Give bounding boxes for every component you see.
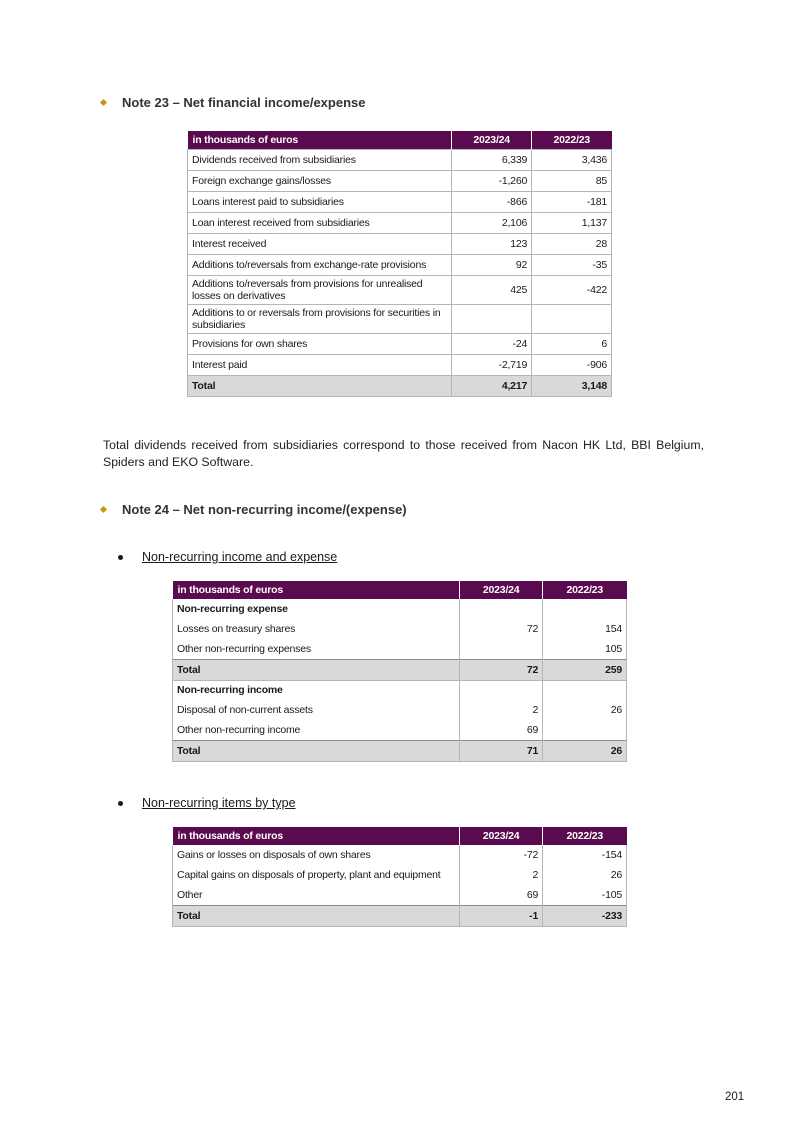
row-label: Loans interest paid to subsidiaries [188,192,452,213]
column-header-2023-24: 2023/24 [460,581,543,599]
non-recurring-items-by-type-table [172,827,627,927]
row-label: Interest received [188,234,452,255]
table-row [188,234,612,255]
non-recurring-income-expense-table [172,581,627,762]
table-row [173,639,627,659]
total-value-2023-24: 4,217 [452,376,532,397]
row-value-2022-23: 3,436 [532,150,612,171]
row-label: Dividends received from subsidiaries [188,150,452,171]
total-label: Total [173,905,460,926]
total-value-2023-24: 71 [460,740,543,761]
empty-cell [460,680,543,700]
row-value-2022-23: -105 [543,885,627,905]
table-row [188,150,612,171]
note-23-heading [100,95,365,110]
total-row [188,376,612,397]
row-label: Capital gains on disposals of property, plant and equipment [173,865,460,885]
column-header-label: in thousands of euros [173,581,460,599]
empty-cell [460,599,543,619]
row-label: Additions to/reversals from provisions for unrealised losses on derivatives [188,276,452,305]
diamond-bullet-icon [100,506,107,513]
row-value-2023-24: -1,260 [452,171,532,192]
row-value-2023-24: 69 [460,720,543,740]
row-value-2022-23: 26 [543,865,627,885]
empty-cell [543,599,627,619]
row-value-2023-24: 72 [460,619,543,639]
table-row [173,700,627,720]
total-label: Total [173,659,460,680]
row-value-2023-24: 123 [452,234,532,255]
table-row [188,213,612,234]
row-value-2023-24: 92 [452,255,532,276]
row-value-2023-24: -72 [460,845,543,865]
table-row [188,255,612,276]
note-24-heading [100,502,407,517]
row-value-2023-24: 2,106 [452,213,532,234]
column-header-2022-23: 2022/23 [543,581,627,599]
row-value-2022-23: 28 [532,234,612,255]
table-row [188,334,612,355]
section-row-income [173,680,627,700]
note-23-title: Note 23 – Net financial income/expense [122,95,366,110]
empty-cell [543,680,627,700]
row-label: Additions to or reversals from provisions for securities in subsidiaries [188,305,452,334]
table-row [188,192,612,213]
table-row [188,276,612,305]
row-value-2022-23: 1,137 [532,213,612,234]
row-value-2023-24: -24 [452,334,532,355]
total-value-2023-24: -1 [460,905,543,926]
column-header-2023-24: 2023/24 [452,131,532,150]
row-value-2023-24: 2 [460,865,543,885]
row-value-2023-24 [452,305,532,334]
row-label: Additions to/reversals from exchange-rate provisions [188,255,452,276]
row-value-2022-23: -154 [543,845,627,865]
table-row [173,845,627,865]
row-value-2022-23: -906 [532,355,612,376]
section-label: Non-recurring income [173,680,460,700]
subsection-title: Non-recurring income and expense [142,550,338,564]
table-row [173,720,627,740]
row-label: Gains or losses on disposals of own shares [173,845,460,865]
column-header-label: in thousands of euros [188,131,452,150]
row-value-2022-23: -181 [532,192,612,213]
row-value-2023-24: -2,719 [452,355,532,376]
bullet-dot-icon [118,801,123,806]
row-value-2022-23: -35 [532,255,612,276]
row-value-2023-24: -866 [452,192,532,213]
row-label: Other non-recurring expenses [173,639,460,659]
bullet-dot-icon [118,555,123,560]
row-value-2022-23 [532,305,612,334]
row-value-2022-23: 105 [543,639,627,659]
row-value-2023-24: 425 [452,276,532,305]
row-value-2022-23: 6 [532,334,612,355]
table-row [173,619,627,639]
table-row [173,865,627,885]
column-header-2022-23: 2022/23 [532,131,612,150]
table-row [173,885,627,905]
page-number: 201 [725,1091,745,1103]
row-label: Other non-recurring income [173,720,460,740]
section-label: Non-recurring expense [173,599,460,619]
row-label: Losses on treasury shares [173,619,460,639]
table-row [188,171,612,192]
row-value-2022-23: 154 [543,619,627,639]
total-value-2022-23: 26 [543,740,627,761]
total-value-2022-23: 3,148 [532,376,612,397]
net-financial-income-table [187,131,612,397]
row-label: Provisions for own shares [188,334,452,355]
row-value-2023-24: 2 [460,700,543,720]
row-label: Interest paid [188,355,452,376]
total-label: Total [188,376,452,397]
row-value-2022-23: 85 [532,171,612,192]
row-value-2022-23 [543,720,627,740]
total-value-2022-23: -233 [543,905,627,926]
total-row [173,740,627,761]
total-value-2023-24: 72 [460,659,543,680]
table-row [188,355,612,376]
table-row [188,305,612,334]
subsection-heading-income-expense [118,550,337,564]
total-row [173,659,627,680]
dividends-paragraph: Total dividends received from subsidiaries correspond to those received from Nacon HK Ltd, BBI Belgium, Spiders and EKO Software. [103,438,704,469]
row-value-2023-24 [460,639,543,659]
subsection-title: Non-recurring items by type [142,796,296,810]
row-value-2022-23: -422 [532,276,612,305]
row-value-2023-24: 69 [460,885,543,905]
row-label: Other [173,885,460,905]
total-label: Total [173,740,460,761]
total-row [173,905,627,926]
row-label: Disposal of non-current assets [173,700,460,720]
row-value-2022-23: 26 [543,700,627,720]
row-value-2023-24: 6,339 [452,150,532,171]
column-header-2023-24: 2023/24 [460,827,543,845]
column-header-2022-23: 2022/23 [543,827,627,845]
column-header-label: in thousands of euros [173,827,460,845]
subsection-heading-items-by-type [118,796,296,810]
row-label: Foreign exchange gains/losses [188,171,452,192]
section-row-expense [173,599,627,619]
row-label: Loan interest received from subsidiaries [188,213,452,234]
total-value-2022-23: 259 [543,659,627,680]
note-24-title: Note 24 – Net non-recurring income/(expense) [122,502,407,517]
diamond-bullet-icon [100,99,107,106]
